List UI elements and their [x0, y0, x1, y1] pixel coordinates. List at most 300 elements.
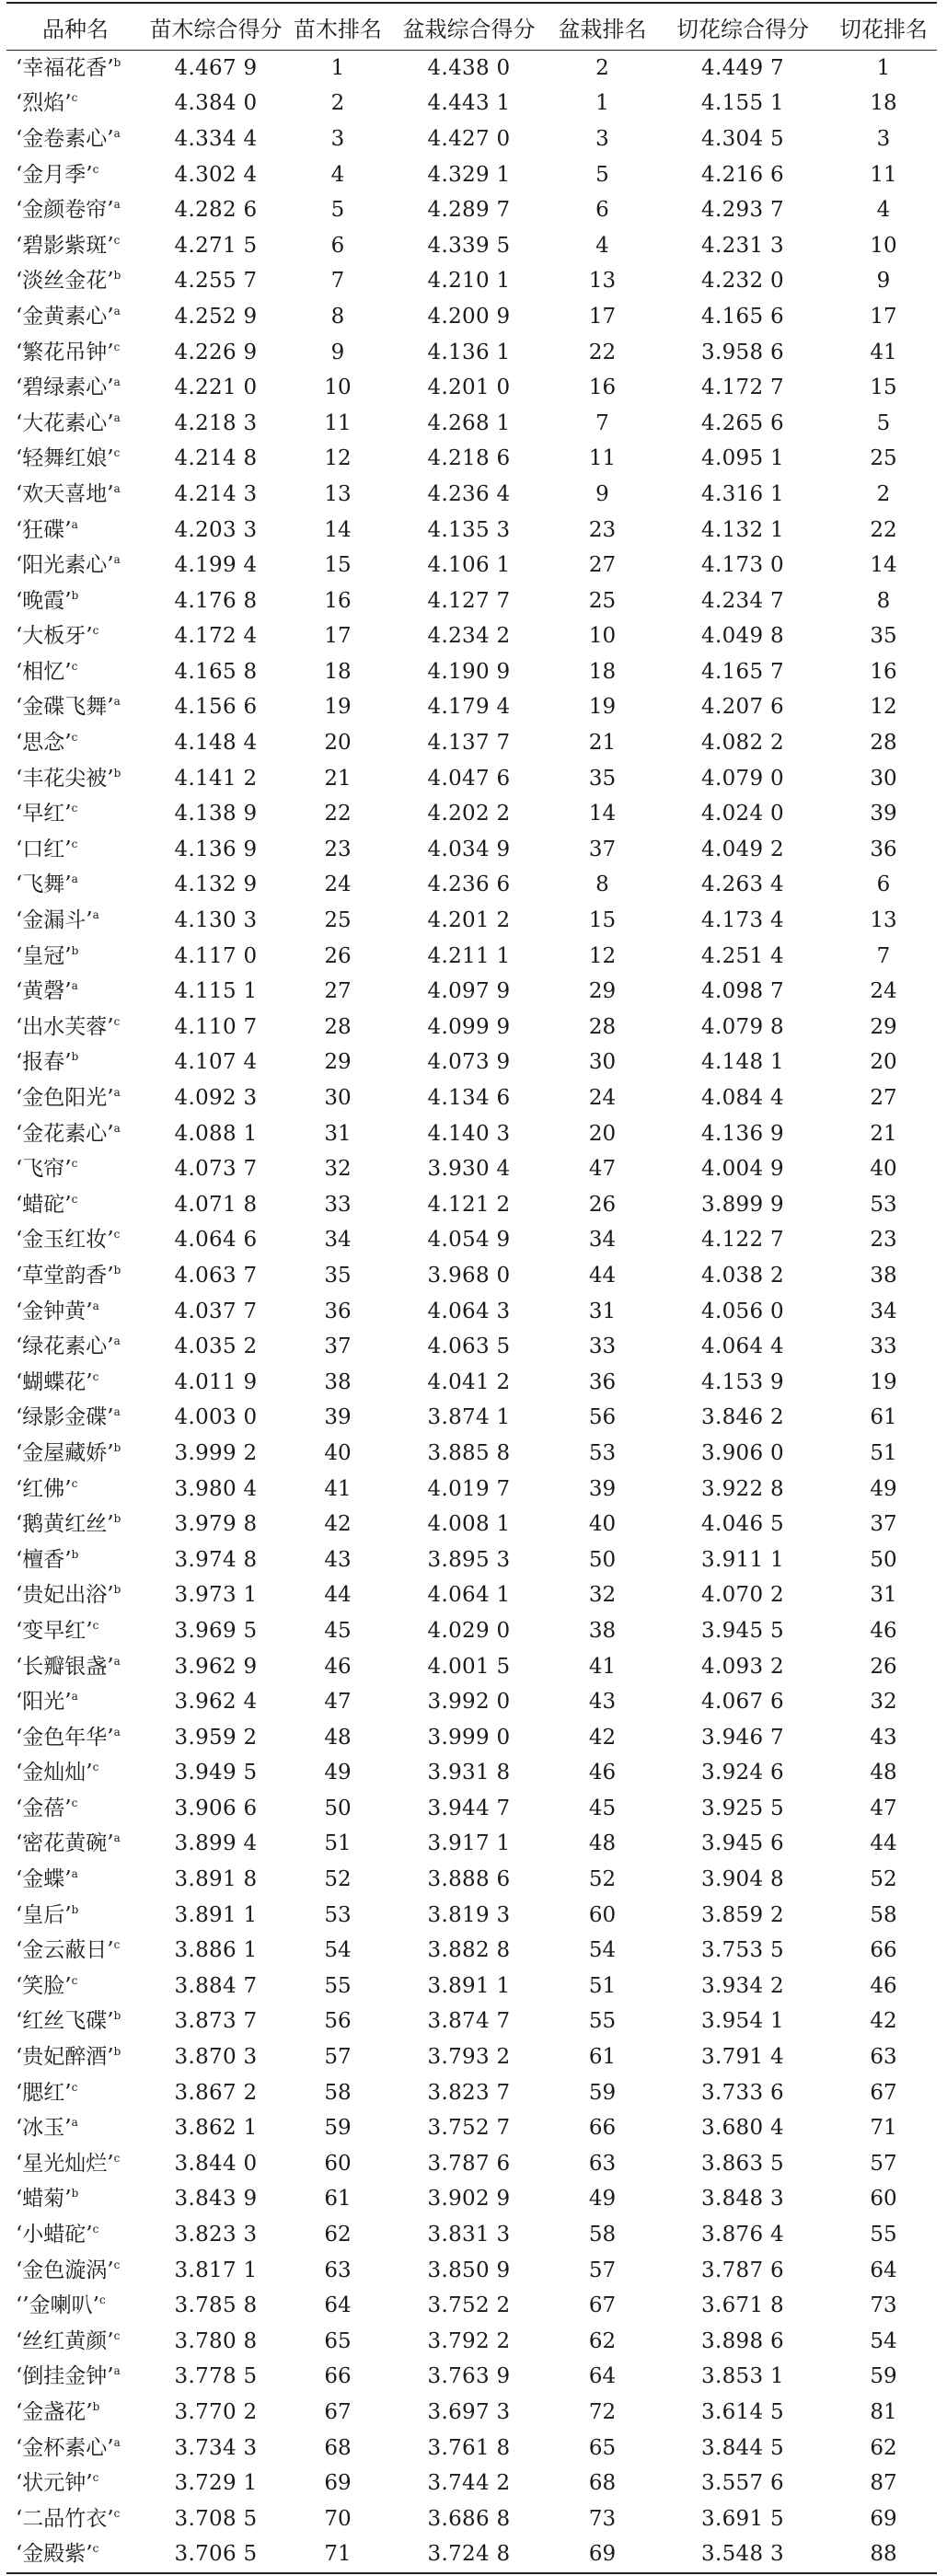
- cutflower-score-cell: 3.924 6: [701, 1761, 784, 1785]
- cultivar-name-cell: [6, 121, 144, 157]
- cultivar-type-mark: a: [71, 1690, 78, 1704]
- cultivar-type-mark: a: [113, 2364, 121, 2378]
- cultivar-type-mark: c: [71, 659, 78, 673]
- seedling-rank-cell: 34: [324, 1228, 352, 1253]
- cultivar-name-cell: [6, 1862, 144, 1898]
- seedling-rank-cell: 41: [324, 1476, 352, 1501]
- cultivar-name-cell: [6, 1613, 144, 1649]
- table-row: [6, 1862, 937, 1898]
- cultivar-type-mark: c: [113, 2258, 121, 2271]
- table-row: [6, 1684, 937, 1720]
- cutflower-rank-cell: 22: [870, 517, 897, 542]
- cutflower-rank-cell: 42: [870, 2009, 897, 2034]
- seedling-score-cell: 4.003 0: [174, 1405, 258, 1430]
- cultivar-type-mark: c: [113, 1014, 121, 1028]
- cultivar-name-cell: [6, 1365, 144, 1401]
- cultivar-type-mark: a: [71, 1867, 78, 1881]
- potted-score-cell: 3.874 1: [427, 1405, 511, 1430]
- cultivar-type-mark: a: [113, 1654, 121, 1668]
- potted-rank-cell: 38: [588, 1618, 617, 1643]
- table-row: [6, 264, 937, 300]
- cutflower-score-cell: 3.876 4: [701, 2223, 784, 2247]
- cutflower-score-cell: 4.263 4: [701, 872, 784, 897]
- potted-rank-cell: 65: [588, 2435, 617, 2460]
- seedling-rank-cell: 12: [324, 446, 352, 471]
- cultivar-name: ‘金花素心’: [16, 1121, 114, 1146]
- potted-score-cell: 4.329 1: [427, 162, 511, 187]
- seedling-score-cell: 3.778 5: [174, 2364, 258, 2389]
- cultivar-type-mark: c: [113, 2151, 121, 2165]
- potted-rank-cell: 45: [588, 1796, 617, 1820]
- table-row: [6, 619, 937, 655]
- table-row: [6, 974, 937, 1010]
- seedling-score-cell: 4.156 6: [174, 695, 258, 720]
- cultivar-name: ‘金杯素心’: [16, 2435, 114, 2460]
- potted-rank-cell: 25: [588, 588, 617, 613]
- potted-score-cell: 4.201 2: [427, 908, 511, 933]
- seedling-rank-cell: 42: [324, 1512, 352, 1537]
- potted-rank-cell: 22: [588, 340, 617, 364]
- table-row: [6, 87, 937, 122]
- seedling-score-cell: 4.141 2: [174, 766, 258, 791]
- seedling-rank-cell: 16: [324, 588, 352, 613]
- seedling-score-cell: 3.969 5: [174, 1618, 258, 1643]
- potted-rank-cell: 48: [588, 1831, 617, 1856]
- cultivar-name: ‘金灿灿’: [16, 1761, 93, 1785]
- potted-score-cell: 4.127 7: [427, 588, 511, 613]
- potted-score-cell: 4.179 4: [427, 695, 511, 720]
- cultivar-name: ‘阳光’: [16, 1690, 72, 1715]
- cultivar-name-cell: [6, 548, 144, 583]
- cultivar-name-cell: [6, 619, 144, 655]
- cultivar-name: ‘繁花吊钟’: [16, 340, 114, 364]
- table-row: [6, 2039, 937, 2075]
- table-row: [6, 442, 937, 478]
- table-row: [6, 2360, 937, 2396]
- seedling-score-cell: 4.334 4: [174, 126, 258, 151]
- potted-score-cell: 3.793 2: [427, 2045, 511, 2070]
- potted-rank-cell: 5: [595, 162, 609, 187]
- potted-score-cell: 3.763 9: [427, 2364, 511, 2389]
- cultivar-name: ‘蝴蝶花’: [16, 1369, 93, 1394]
- cultivar-name: ‘绿影金碟’: [16, 1405, 114, 1430]
- cutflower-score-cell: 4.079 0: [701, 766, 784, 791]
- cultivar-name: ‘金月季’: [16, 162, 93, 187]
- cutflower-score-cell: 3.911 1: [701, 1547, 784, 1572]
- seedling-rank-cell: 67: [324, 2399, 352, 2424]
- cultivar-type-mark: c: [92, 2223, 99, 2236]
- potted-score-cell: 4.438 0: [427, 55, 511, 80]
- seedling-score-cell: 4.011 9: [174, 1369, 258, 1394]
- potted-rank-cell: 44: [588, 1263, 617, 1288]
- ranking-table: [6, 2, 937, 2574]
- cutflower-rank-cell: 88: [830, 2537, 937, 2574]
- cutflower-rank-cell: 81: [870, 2399, 897, 2424]
- potted-score-cell: 4.190 9: [427, 659, 511, 684]
- cutflower-rank-cell: 58: [870, 1902, 897, 1927]
- seedling-rank-cell: 31: [324, 1121, 352, 1146]
- table-row: [6, 2431, 937, 2466]
- seedling-rank-cell: 1: [330, 55, 345, 80]
- seedling-score-cell: 3.906 6: [174, 1796, 258, 1820]
- cultivar-name: ‘鹅黄红丝’: [16, 1512, 114, 1537]
- potted-score-cell: 3.792 2: [427, 2328, 511, 2353]
- seedling-rank-cell: 14: [324, 517, 352, 542]
- potted-score-cell: 4.210 1: [427, 269, 511, 294]
- cultivar-type-mark: a: [113, 1121, 121, 1135]
- table-header: [6, 3, 937, 51]
- seedling-rank-cell: 6: [330, 233, 345, 258]
- seedling-rank-cell: 15: [324, 553, 352, 578]
- cutflower-rank-cell: 61: [870, 1405, 897, 1430]
- cutflower-score-cell: 4.231 3: [701, 233, 784, 258]
- cultivar-type-mark: b: [113, 1263, 121, 1276]
- cultivar-name: ‘红丝飞碟’: [16, 2009, 114, 2034]
- potted-rank-cell: 51: [588, 1973, 617, 1998]
- cutflower-score-cell: 4.172 7: [701, 375, 784, 400]
- table-row: [6, 796, 937, 832]
- cutflower-rank-cell: 17: [870, 304, 897, 329]
- cultivar-name: ‘红佛’: [16, 1476, 72, 1501]
- potted-score-cell: 3.724 8: [388, 2537, 549, 2574]
- cutflower-score-cell: 3.899 9: [701, 1192, 784, 1217]
- cultivar-name: ‘蜡菊’: [16, 2187, 72, 2212]
- seedling-rank-cell: 17: [324, 624, 352, 649]
- cultivar-type-mark: c: [71, 1973, 78, 1987]
- cutflower-score-cell: 4.173 0: [701, 553, 784, 578]
- potted-rank-cell: 14: [588, 802, 617, 826]
- seedling-rank-cell: 35: [324, 1263, 352, 1288]
- cultivar-type-mark: b: [113, 55, 121, 69]
- table-row: [6, 868, 937, 904]
- cultivar-type-mark: a: [71, 979, 78, 993]
- cutflower-score-cell: 4.132 1: [701, 517, 784, 542]
- cultivar-name-cell: [6, 1258, 144, 1294]
- cultivar-name: ‘金色年华’: [16, 1725, 114, 1750]
- potted-score-cell: 4.234 2: [427, 624, 511, 649]
- cultivar-name-cell: [6, 725, 144, 761]
- seedling-rank-cell: 22: [324, 802, 352, 826]
- seedling-score-cell: 4.214 8: [174, 446, 258, 471]
- seedling-score-cell: 3.899 4: [174, 1831, 258, 1856]
- cultivar-type-mark: c: [71, 2080, 78, 2094]
- table-row: [6, 690, 937, 726]
- seedling-rank-cell: 11: [324, 410, 352, 435]
- cultivar-type-mark: b: [113, 766, 121, 780]
- cultivar-name: ‘金漏斗’: [16, 908, 93, 933]
- cutflower-rank-cell: 57: [870, 2151, 897, 2176]
- table-row: [6, 903, 937, 939]
- seedling-score-cell: 4.115 1: [174, 979, 258, 1004]
- potted-rank-cell: 11: [588, 446, 617, 471]
- cutflower-rank-cell: 4: [876, 198, 891, 223]
- potted-rank-cell: 7: [595, 410, 609, 435]
- cutflower-score-cell: 3.853 1: [701, 2364, 784, 2389]
- cultivar-name-cell: [6, 1898, 144, 1934]
- cultivar-name-cell: [6, 1791, 144, 1827]
- cutflower-score-cell: 4.165 7: [701, 659, 784, 684]
- potted-rank-cell: 59: [588, 2080, 617, 2105]
- cutflower-score-cell: 4.049 2: [701, 837, 784, 861]
- seedling-score-cell: 3.870 3: [174, 2045, 258, 2070]
- cultivar-name: ‘轻舞红娘’: [16, 446, 114, 471]
- seedling-score-cell: 3.817 1: [174, 2258, 258, 2282]
- cultivar-name-cell: [6, 2395, 144, 2431]
- table-row: [6, 51, 937, 87]
- potted-score-cell: 4.236 4: [427, 481, 511, 506]
- table-row: [6, 1401, 937, 1437]
- cultivar-name-cell: [6, 1756, 144, 1792]
- cutflower-score-cell: 4.093 2: [701, 1654, 784, 1679]
- table-row: [6, 939, 937, 975]
- seedling-score-cell: 3.873 7: [174, 2009, 258, 2034]
- cutflower-score-cell: 3.733 6: [701, 2080, 784, 2105]
- seedling-score-cell: 4.384 0: [174, 91, 258, 116]
- seedling-rank-cell: 24: [324, 872, 352, 897]
- table-row: [6, 1258, 937, 1294]
- cultivar-name-cell: [6, 2253, 144, 2289]
- seedling-rank-cell: 10: [324, 375, 352, 400]
- cutflower-score-cell: 3.934 2: [701, 1973, 784, 1998]
- cultivar-name-cell: [6, 406, 144, 442]
- cultivar-name: ‘幸福花香’: [16, 55, 114, 80]
- cutflower-rank-cell: 64: [870, 2258, 897, 2282]
- seedling-rank-cell: 63: [324, 2258, 352, 2282]
- cultivar-name-cell: [6, 1329, 144, 1365]
- cultivar-type-mark: a: [92, 1299, 99, 1312]
- seedling-rank-cell: 2: [330, 91, 345, 116]
- cutflower-rank-cell: 34: [870, 1299, 897, 1323]
- potted-score-cell: 4.097 9: [427, 979, 511, 1004]
- cultivar-type-mark: c: [113, 233, 121, 247]
- potted-score-cell: 4.201 0: [427, 375, 511, 400]
- cultivar-name-cell: [6, 2466, 144, 2501]
- cutflower-score-cell: 4.148 1: [701, 1050, 784, 1075]
- seedling-score-cell: 3.785 8: [174, 2293, 258, 2318]
- cutflower-rank-cell: 3: [876, 126, 891, 151]
- potted-score-cell: 4.135 3: [427, 517, 511, 542]
- potted-score-cell: 4.211 1: [427, 943, 511, 968]
- cutflower-score-cell: 3.846 2: [701, 1405, 784, 1430]
- cultivar-name-cell: [6, 690, 144, 726]
- cutflower-rank-cell: 8: [876, 588, 891, 613]
- seedling-rank-cell: 3: [330, 126, 345, 151]
- table-row: [6, 2395, 937, 2431]
- potted-score-cell: 4.001 5: [427, 1654, 511, 1679]
- seedling-score-cell: 3.770 2: [174, 2399, 258, 2424]
- seedling-rank-cell: 65: [324, 2328, 352, 2353]
- cultivar-type-mark: a: [113, 126, 121, 140]
- cultivar-name: ‘大板牙’: [16, 624, 93, 649]
- cultivar-type-mark: b: [71, 1547, 79, 1561]
- cutflower-score-cell: 3.787 6: [701, 2258, 784, 2282]
- cultivar-name-cell: [6, 192, 144, 228]
- cutflower-rank-cell: 29: [870, 1014, 897, 1039]
- cultivar-type-mark: a: [113, 375, 121, 389]
- cutflower-score-cell: 4.064 4: [701, 1334, 784, 1359]
- cutflower-rank-cell: 48: [870, 1761, 897, 1785]
- cutflower-score-cell: 3.945 5: [701, 1618, 784, 1643]
- cutflower-rank-cell: 67: [870, 2080, 897, 2105]
- cutflower-rank-cell: 16: [870, 659, 897, 684]
- cultivar-type-mark: c: [71, 802, 78, 815]
- potted-rank-cell: 34: [588, 1228, 617, 1253]
- potted-rank-cell: 61: [588, 2045, 617, 2070]
- potted-rank-cell: 12: [588, 943, 617, 968]
- cultivar-type-mark: c: [113, 1938, 121, 1952]
- cultivar-name-cell: [6, 2110, 144, 2146]
- table-row: [6, 1542, 937, 1578]
- cutflower-rank-cell: 18: [870, 91, 897, 116]
- cutflower-rank-cell: 28: [870, 731, 897, 756]
- seedling-rank-cell: 19: [324, 695, 352, 720]
- potted-score-cell: 3.686 8: [427, 2506, 511, 2531]
- table-row: [6, 1472, 937, 1507]
- seedling-score-cell: 4.226 9: [174, 340, 258, 364]
- potted-rank-cell: 28: [588, 1014, 617, 1039]
- cultivar-type-mark: a: [71, 2116, 78, 2130]
- potted-rank-cell: 67: [588, 2293, 617, 2318]
- cutflower-rank-cell: 36: [870, 837, 897, 861]
- potted-rank-cell: 16: [588, 375, 617, 400]
- cultivar-name: ‘早红’: [16, 802, 72, 826]
- cutflower-score-cell: 4.173 4: [701, 908, 784, 933]
- cultivar-name-cell: [6, 442, 144, 478]
- potted-rank-cell: 57: [588, 2258, 617, 2282]
- potted-score-cell: 3.944 7: [427, 1796, 511, 1820]
- potted-rank-cell: 40: [588, 1512, 617, 1537]
- seedling-rank-cell: 21: [324, 766, 352, 791]
- seedling-rank-cell: 49: [324, 1761, 352, 1785]
- potted-score-cell: 4.427 0: [427, 126, 511, 151]
- potted-score-cell: 4.019 7: [427, 1476, 511, 1501]
- potted-rank-cell: 69: [549, 2537, 655, 2574]
- seedling-score-cell: 3.974 8: [174, 1547, 258, 1572]
- potted-score-cell: 3.761 8: [427, 2435, 511, 2460]
- potted-rank-cell: 20: [588, 1121, 617, 1146]
- cutflower-score-cell: 3.922 8: [701, 1476, 784, 1501]
- seedling-rank-cell: 52: [324, 1867, 352, 1892]
- table-row: [6, 548, 937, 583]
- table-row: [6, 583, 937, 619]
- table-row: [6, 1329, 937, 1365]
- cultivar-type-mark: b: [71, 2187, 79, 2201]
- cutflower-score-cell: 3.791 4: [701, 2045, 784, 2070]
- potted-rank-cell: 8: [595, 872, 609, 897]
- potted-rank-cell: 55: [588, 2009, 617, 2034]
- cutflower-rank-cell: 27: [870, 1086, 897, 1111]
- cutflower-rank-cell: 60: [870, 2187, 897, 2212]
- cultivar-name: ‘檀香’: [16, 1547, 72, 1572]
- cutflower-rank-cell: 6: [876, 872, 891, 897]
- potted-score-cell: 3.819 3: [427, 1902, 511, 1927]
- cultivar-type-mark: a: [113, 1086, 121, 1100]
- cutflower-score-cell: 4.265 6: [701, 410, 784, 435]
- potted-rank-cell: 68: [588, 2471, 617, 2496]
- cutflower-rank-cell: 1: [876, 55, 891, 80]
- cultivar-name: ‘口红’: [16, 837, 72, 861]
- cutflower-score-cell: 3.863 5: [701, 2151, 784, 2176]
- cultivar-name-cell: [6, 796, 144, 832]
- table-row: [6, 1756, 937, 1792]
- potted-rank-cell: 15: [588, 908, 617, 933]
- potted-rank-cell: 39: [588, 1476, 617, 1501]
- seedling-rank-cell: 9: [330, 340, 345, 364]
- table-row: [6, 1080, 937, 1116]
- potted-score-cell: 3.917 1: [427, 1831, 511, 1856]
- cutflower-score-cell: 3.753 5: [701, 1938, 784, 1963]
- table-row: [6, 2324, 937, 2360]
- potted-rank-cell: 50: [588, 1547, 617, 1572]
- cutflower-rank-cell: 55: [870, 2223, 897, 2247]
- cultivar-name: ‘丰花尖被’: [16, 766, 114, 791]
- potted-rank-cell: 1: [595, 91, 609, 116]
- cutflower-score-cell: 4.004 9: [701, 1157, 784, 1182]
- potted-rank-cell: 52: [588, 1867, 617, 1892]
- cultivar-name: ‘思念’: [16, 731, 72, 756]
- cultivar-type-mark: c: [71, 1192, 78, 1206]
- cultivar-name-cell: [6, 1436, 144, 1472]
- cultivar-type-mark: b: [71, 943, 79, 957]
- cutflower-rank-cell: 38: [870, 1263, 897, 1288]
- cultivar-name-cell: [6, 2360, 144, 2396]
- potted-rank-cell: 46: [588, 1761, 617, 1785]
- seedling-rank-cell: 51: [324, 1831, 352, 1856]
- cultivar-name: ‘淡丝金花’: [16, 269, 114, 294]
- table-row: [6, 832, 937, 868]
- cultivar-type-mark: a: [113, 304, 121, 318]
- cutflower-rank-cell: 23: [870, 1228, 897, 1253]
- cultivar-name: ‘皇后’: [16, 1902, 72, 1927]
- potted-rank-cell: 56: [588, 1405, 617, 1430]
- cutflower-rank-cell: 20: [870, 1050, 897, 1075]
- cutflower-score-cell: 4.216 6: [701, 162, 784, 187]
- seedling-score-cell: 3.999 2: [174, 1440, 258, 1465]
- table-row: [6, 2501, 937, 2537]
- cutflower-rank-cell: 21: [870, 1121, 897, 1146]
- seedling-rank-cell: 36: [324, 1299, 352, 1323]
- cutflower-score-cell: 3.614 5: [701, 2399, 784, 2424]
- cutflower-score-cell: 4.049 8: [701, 624, 784, 649]
- cultivar-name: ‘倒挂金钟’: [16, 2364, 114, 2389]
- cultivar-name-cell: [6, 939, 144, 975]
- cultivar-type-mark: c: [98, 2293, 106, 2307]
- cutflower-rank-cell: 32: [870, 1690, 897, 1715]
- cultivar-name: ‘出水芙蓉’: [16, 1014, 114, 1039]
- table-row: [6, 228, 937, 264]
- table-row: [6, 2004, 937, 2040]
- cultivar-name-cell: [6, 1578, 144, 1614]
- potted-score-cell: 4.064 3: [427, 1299, 511, 1323]
- seedling-rank-cell: 55: [324, 1973, 352, 1998]
- cultivar-type-mark: b: [113, 1440, 121, 1454]
- table-row: [6, 299, 937, 335]
- cultivar-type-mark: b: [113, 1512, 121, 1526]
- cutflower-score-cell: 4.082 2: [701, 731, 784, 756]
- cultivar-name: ‘皇冠’: [16, 943, 72, 968]
- table-row: [6, 1365, 937, 1401]
- potted-rank-cell: 18: [588, 659, 617, 684]
- cultivar-name: ‘金屋藏娇’: [16, 1440, 114, 1465]
- table-row: [6, 1649, 937, 1685]
- cutflower-score-cell: 4.122 7: [701, 1228, 784, 1253]
- cultivar-name-cell: [6, 868, 144, 904]
- seedling-score-cell: 3.973 1: [174, 1583, 258, 1608]
- cultivar-name-cell: [6, 974, 144, 1010]
- cutflower-score-cell: 4.207 6: [701, 695, 784, 720]
- cultivar-name-cell: [6, 1933, 144, 1969]
- header-cutflower-score: 切花综合得分: [655, 3, 830, 51]
